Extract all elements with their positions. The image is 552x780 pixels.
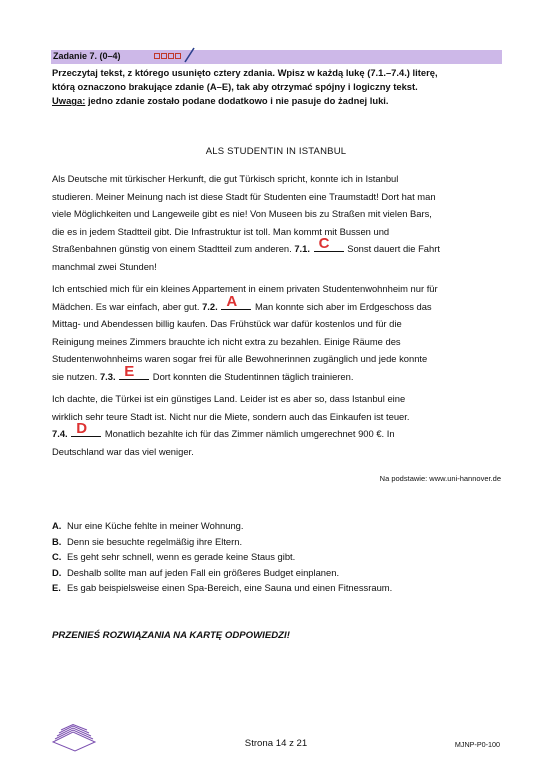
score-boxes-icon bbox=[154, 53, 181, 59]
note-label: Uwaga: bbox=[52, 95, 86, 106]
option-c bbox=[52, 549, 502, 565]
gap-blank-7-4[interactable] bbox=[71, 420, 101, 438]
text-line: Reinigung meines Zimmers brauchte ich nicht extra zu bezahlen. Einige Räume des bbox=[52, 335, 401, 347]
text-line: Studentenwohnheims waren sogar frei für alle Bewohnerinnen zugänglich und jede konnte bbox=[52, 353, 428, 365]
text-line: studieren. Meiner Meinung nach ist diese Stadt für Studenten eine Traumstadt! Dort hat man bbox=[52, 190, 436, 202]
option-text: Nur eine Küche fehlte in meiner Wohnung. bbox=[67, 520, 244, 531]
text-line: Deutschland war das viel weniger. bbox=[52, 445, 194, 457]
gap-label-7-2: 7.2. bbox=[202, 300, 218, 312]
text-line: viele Möglichkeiten und Langeweile gibt es nie! Von Museen bis zu Straßen mit vielen Bars, bbox=[52, 208, 432, 220]
handwritten-answer: D bbox=[76, 420, 88, 438]
option-d bbox=[52, 565, 502, 581]
text-line: Als Deutsche mit türkischer Herkunft, die gut Türkisch spricht, konnte ich in Istanbul bbox=[52, 173, 399, 184]
text-line: die es in jedem Stadtteil gibt. Die Infrastruktur ist toll. Man kommt mit Bussen und bbox=[52, 225, 390, 237]
text-segment: Dort konnten die Studentinnen täglich trainieren. bbox=[150, 370, 354, 382]
task-instructions bbox=[52, 66, 504, 108]
gap-label-7-3: 7.3. bbox=[99, 370, 116, 382]
note-text: jedno zdanie zostało podane dodatkowo i nie pasuje do żadnej luki. bbox=[85, 95, 389, 106]
option-e bbox=[52, 580, 502, 596]
gap-blank-7-3[interactable] bbox=[119, 362, 149, 380]
pen-icon bbox=[183, 47, 195, 63]
option-b bbox=[52, 534, 502, 550]
gap-label-7-4: 7.4. bbox=[52, 428, 68, 440]
text-segment: Sonst dauert die Fahrt bbox=[344, 243, 440, 255]
page-number: Strona 14 z 21 bbox=[244, 738, 308, 749]
option-letter: D. bbox=[52, 566, 62, 578]
exam-code: MJNP-P0-100 bbox=[454, 740, 500, 749]
text-line: Ich dachte, die Türkei ist ein günstiges Land. Leider ist es aber so, dass Istanbul eine bbox=[52, 393, 406, 404]
gap-blank-7-2[interactable] bbox=[221, 292, 251, 310]
text-line: manchmal zwei Stunden! bbox=[52, 260, 157, 272]
option-letter: E. bbox=[52, 582, 61, 593]
answer-options bbox=[52, 518, 502, 596]
paragraph-1 bbox=[52, 170, 502, 276]
gap-blank-7-1[interactable] bbox=[314, 235, 344, 253]
option-a bbox=[52, 518, 502, 534]
text-line: Mittag- und Abendessen billig kaufen. Das Frühstück war dafür kostenlos und für die bbox=[52, 318, 402, 330]
transfer-instruction: PRZENIEŚ ROZWIĄZANIA NA KARTĘ ODPOWIEDZI! bbox=[52, 630, 290, 641]
text-segment: Man konnte sich aber im Erdgeschoss das bbox=[252, 300, 432, 312]
option-text: Es geht sehr schnell, wenn es gerade keine Staus gibt. bbox=[67, 551, 296, 562]
text-segment: Mädchen. Es war einfach, aber gut. bbox=[52, 300, 203, 312]
instruction-line: Przeczytaj tekst, z którego usunięto cztery zdania. Wpisz w każdą lukę (7.1.–7.4.) literę, bbox=[52, 67, 438, 78]
option-text: Es gab beispielsweise einen Spa-Bereich, eine Sauna und einen Fitnessraum. bbox=[67, 582, 393, 593]
option-letter: A. bbox=[52, 520, 62, 531]
text-title: ALS STUDENTIN IN ISTANBUL bbox=[205, 146, 347, 157]
task-title: Zadanie 7. (0–4) bbox=[53, 51, 121, 61]
handwritten-answer: A bbox=[226, 292, 238, 310]
paragraph-2 bbox=[52, 280, 502, 386]
gap-label-7-1: 7.1. bbox=[294, 243, 310, 255]
source-note: Na podstawie: www.uni-hannover.de bbox=[379, 474, 501, 483]
handwritten-answer: C bbox=[318, 235, 330, 253]
instruction-line: którą oznaczono brakujące zdanie (A–E), tak aby otrzymać spójny i logiczny tekst. bbox=[52, 81, 418, 92]
handwritten-answer: E bbox=[124, 362, 135, 380]
option-letter: C. bbox=[52, 551, 62, 562]
option-text: Deshalb sollte man auf jeden Fall ein größeres Budget einplanen. bbox=[67, 566, 340, 578]
text-line: Ich entschied mich für ein kleines Appartement in einem privaten Studentenwohnheim nur für bbox=[52, 283, 438, 294]
option-letter: B. bbox=[52, 535, 62, 547]
text-segment: Monatlich bezahlte ich für das Zimmer nämlich umgerechnet 900 €. In bbox=[102, 428, 395, 440]
text-segment: Straßenbahnen günstig von einem Stadtteil zum anderen. bbox=[52, 243, 295, 255]
text-line: wirklich sehr teure Stadt ist. Nicht nur die Miete, sondern auch das Einkaufen ist teuer. bbox=[52, 410, 410, 422]
text-segment: sie nutzen. bbox=[52, 370, 100, 382]
option-text: Denn sie besuchte regelmäßig ihre Eltern. bbox=[67, 535, 243, 547]
paragraph-3 bbox=[52, 390, 502, 460]
task-header-bar bbox=[51, 50, 502, 64]
